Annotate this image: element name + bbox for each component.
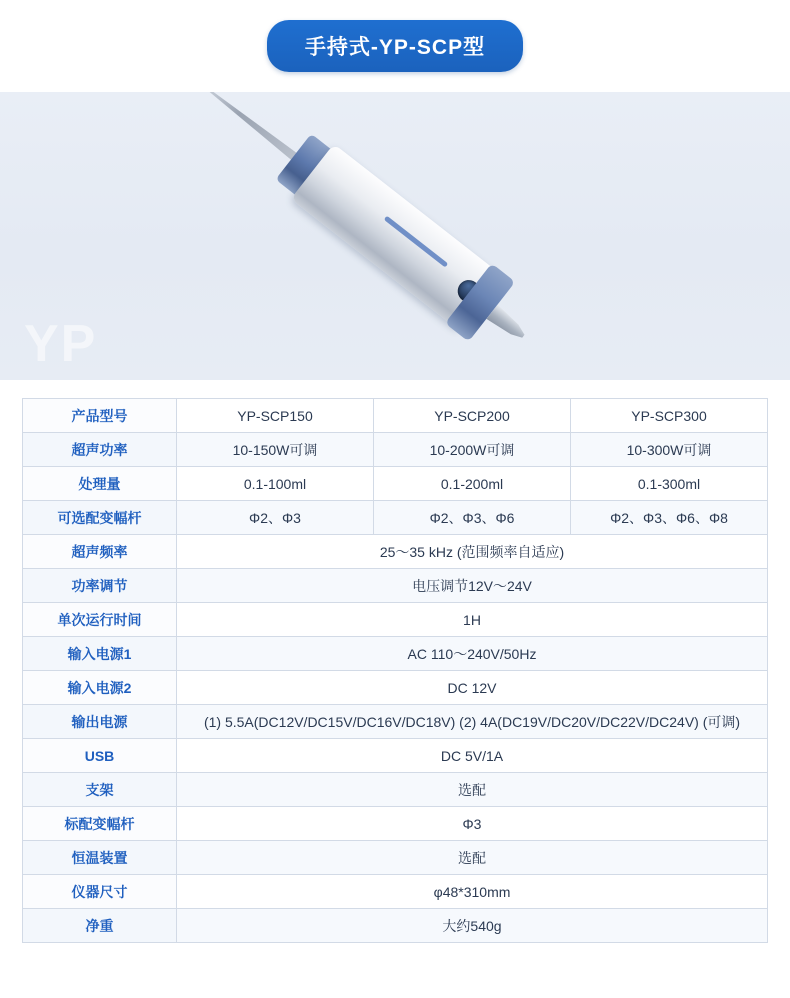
table-row	[23, 603, 768, 637]
spec-label-cell: 超声频率	[23, 535, 177, 569]
table-row	[23, 841, 768, 875]
watermark-text: YP	[24, 315, 98, 373]
spec-value-cell: AC 110～240V/50Hz	[177, 637, 768, 671]
table-row	[23, 535, 768, 569]
spec-label-cell: 可选配变幅杆	[23, 501, 177, 535]
table-row	[23, 433, 768, 467]
spec-value-cell: φ48*310mm	[177, 875, 768, 909]
spec-value-cell: Φ2、Φ3、Φ6	[374, 501, 571, 535]
spec-value-cell: 0.1-200ml	[374, 467, 571, 501]
spec-value-cell: 10-150W可调	[177, 433, 374, 467]
spec-value-cell: 10-300W可调	[571, 433, 768, 467]
table-row	[23, 399, 768, 433]
spec-label-cell: 输出电源	[23, 705, 177, 739]
spec-value-cell: YP-SCP200	[374, 399, 571, 433]
specifications-table	[22, 398, 768, 943]
page-title: 手持式-YP-SCP型	[267, 20, 523, 72]
page-header	[0, 0, 790, 92]
spec-label-cell: 超声功率	[23, 433, 177, 467]
bottom-spacer	[0, 943, 790, 973]
table-row	[23, 739, 768, 773]
spec-label-cell: 恒温装置	[23, 841, 177, 875]
table-row	[23, 467, 768, 501]
table-row	[23, 501, 768, 535]
spec-label-cell: 功率调节	[23, 569, 177, 603]
table-row	[23, 807, 768, 841]
spec-label-cell: 支架	[23, 773, 177, 807]
spec-label-cell: 净重	[23, 909, 177, 943]
spec-value-cell: 选配	[177, 841, 768, 875]
spec-label-cell: 标配变幅杆	[23, 807, 177, 841]
table-row	[23, 637, 768, 671]
table-row	[23, 773, 768, 807]
spec-value-cell: 0.1-300ml	[571, 467, 768, 501]
spec-value-cell: 0.1-100ml	[177, 467, 374, 501]
spec-label-cell: USB	[23, 739, 177, 773]
spec-value-cell: YP-SCP300	[571, 399, 768, 433]
spec-value-cell: YP-SCP150	[177, 399, 374, 433]
spec-value-cell: 1H	[177, 603, 768, 637]
spec-value-cell: (1) 5.5A(DC12V/DC15V/DC16V/DC18V) (2) 4A(DC19V/DC20V/DC22V/DC24V) (可调)	[177, 705, 768, 739]
device-stripe	[384, 216, 449, 268]
table-row	[23, 875, 768, 909]
spec-value-cell: 大约540g	[177, 909, 768, 943]
spec-value-cell: Φ2、Φ3	[177, 501, 374, 535]
specifications-table-body	[23, 399, 768, 943]
device-assembly	[243, 107, 546, 365]
spec-label-cell: 输入电源1	[23, 637, 177, 671]
table-row	[23, 705, 768, 739]
spec-value-cell: 电压调节12V～24V	[177, 569, 768, 603]
spec-label-cell: 仪器尺寸	[23, 875, 177, 909]
spec-value-cell: 选配	[177, 773, 768, 807]
product-image-area	[0, 92, 790, 380]
table-row	[23, 569, 768, 603]
spec-value-cell: 25～35 kHz (范围频率自适应)	[177, 535, 768, 569]
spec-label-cell: 输入电源2	[23, 671, 177, 705]
spec-value-cell: DC 5V/1A	[177, 739, 768, 773]
spec-label-cell: 单次运行时间	[23, 603, 177, 637]
spec-label-cell: 处理量	[23, 467, 177, 501]
spec-value-cell: 10-200W可调	[374, 433, 571, 467]
specifications-section	[0, 380, 790, 943]
spec-label-cell: 产品型号	[23, 399, 177, 433]
spec-value-cell: Φ3	[177, 807, 768, 841]
product-photo	[185, 116, 605, 356]
probe-needle-icon	[190, 92, 298, 161]
table-row	[23, 671, 768, 705]
spec-value-cell: DC 12V	[177, 671, 768, 705]
spec-value-cell: Φ2、Φ3、Φ6、Φ8	[571, 501, 768, 535]
table-row	[23, 909, 768, 943]
